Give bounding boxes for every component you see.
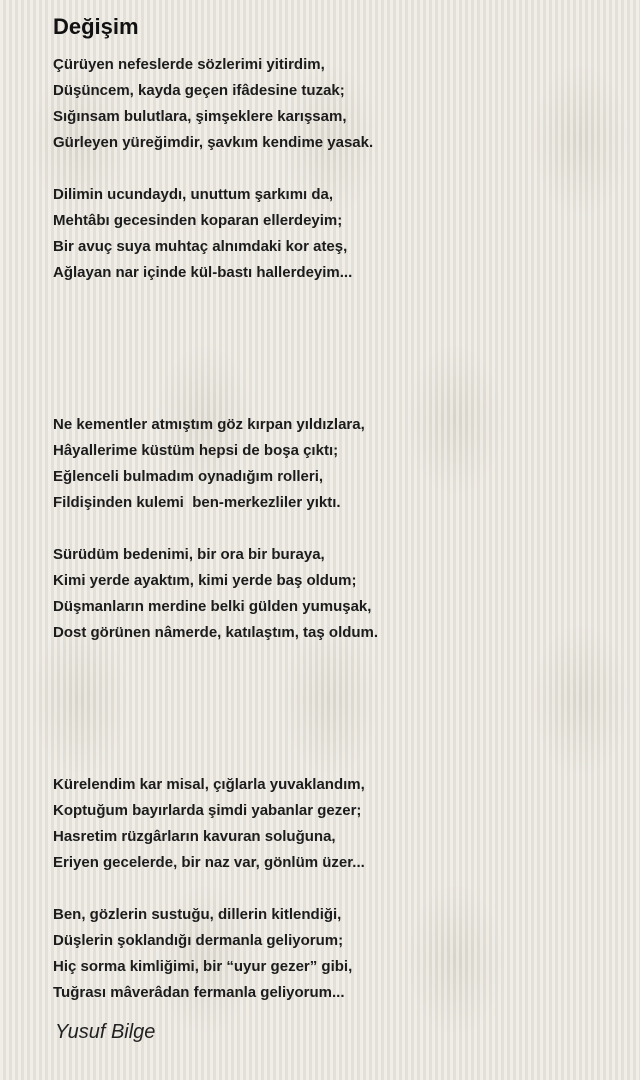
poem-section-1 (53, 52, 613, 312)
poem-line: Sığınsam bulutlara, şimşeklere karışsam, (53, 108, 347, 125)
stanza (53, 542, 613, 646)
poem-title: Değişim (53, 14, 139, 39)
poem-line: Tuğrası mâverâdan fermanla geliyorum... (53, 984, 345, 1001)
poem-line: Bir avuç suya muhtaç alnımdaki kor ateş, (53, 238, 348, 255)
stanza (53, 772, 613, 876)
stanza (53, 902, 613, 1006)
poem-line: Fildişinden kulemi ben-merkezliler yıktı. (53, 494, 341, 511)
poem-line: Ne kementler atmıştım göz kırpan yıldızlara, (53, 416, 365, 433)
poem-line: Gürleyen yüreğimdir, şavkım kendime yasak. (53, 134, 374, 151)
stanza (53, 52, 613, 156)
poem-line: Dost görünen nâmerde, katılaştım, taş oldum. (53, 624, 379, 641)
poem-line: Kimi yerde ayaktım, kimi yerde baş oldum; (53, 572, 357, 589)
poem-line: Hasretim rüzgârların kavuran soluğuna, (53, 828, 336, 845)
poem-line: Düşmanların merdine belki gülden yumuşak, (53, 598, 372, 615)
poem-line: Hâyallerime küstüm hepsi de boşa çıktı; (53, 442, 339, 459)
poem-line: Koptuğum bayırlarda şimdi yabanlar gezer; (53, 802, 362, 819)
stanza (53, 182, 613, 286)
poem-line: Eriyen gecelerde, bir naz var, gönlüm üzer... (53, 854, 365, 871)
poem-line: Ağlayan nar içinde kül-bastı hallerdeyim... (53, 264, 353, 281)
poem-line: Hiç sorma kimliğimi, bir “uyur gezer” gibi, (53, 958, 353, 975)
poem-line: Dilimin ucundaydı, unuttum şarkımı da, (53, 186, 334, 203)
poem-line: Mehtâbı gecesinden koparan ellerdeyim; (53, 212, 343, 229)
poem-line: Kürelendim kar misal, çığlarla yuvaklandım, (53, 776, 365, 793)
poem-line: Eğlenceli bulmadım oynadığım rolleri, (53, 468, 324, 485)
poem-line: Ben, gözlerin sustuğu, dillerin kitlendiği, (53, 906, 342, 923)
poem-line: Sürüdüm bedenimi, bir ora bir buraya, (53, 546, 325, 563)
poem-section-3 (53, 772, 613, 1032)
poem-section-2 (53, 412, 613, 672)
poem-line: Düşüncem, kayda geçen ifâdesine tuzak; (53, 82, 345, 99)
stanza (53, 412, 613, 516)
poem-author: Yusuf Bilge (55, 1021, 156, 1043)
poem-line: Çürüyen nefeslerde sözlerimi yitirdim, (53, 56, 325, 73)
poem-line: Düşlerin şoklandığı dermanla geliyorum; (53, 932, 344, 949)
